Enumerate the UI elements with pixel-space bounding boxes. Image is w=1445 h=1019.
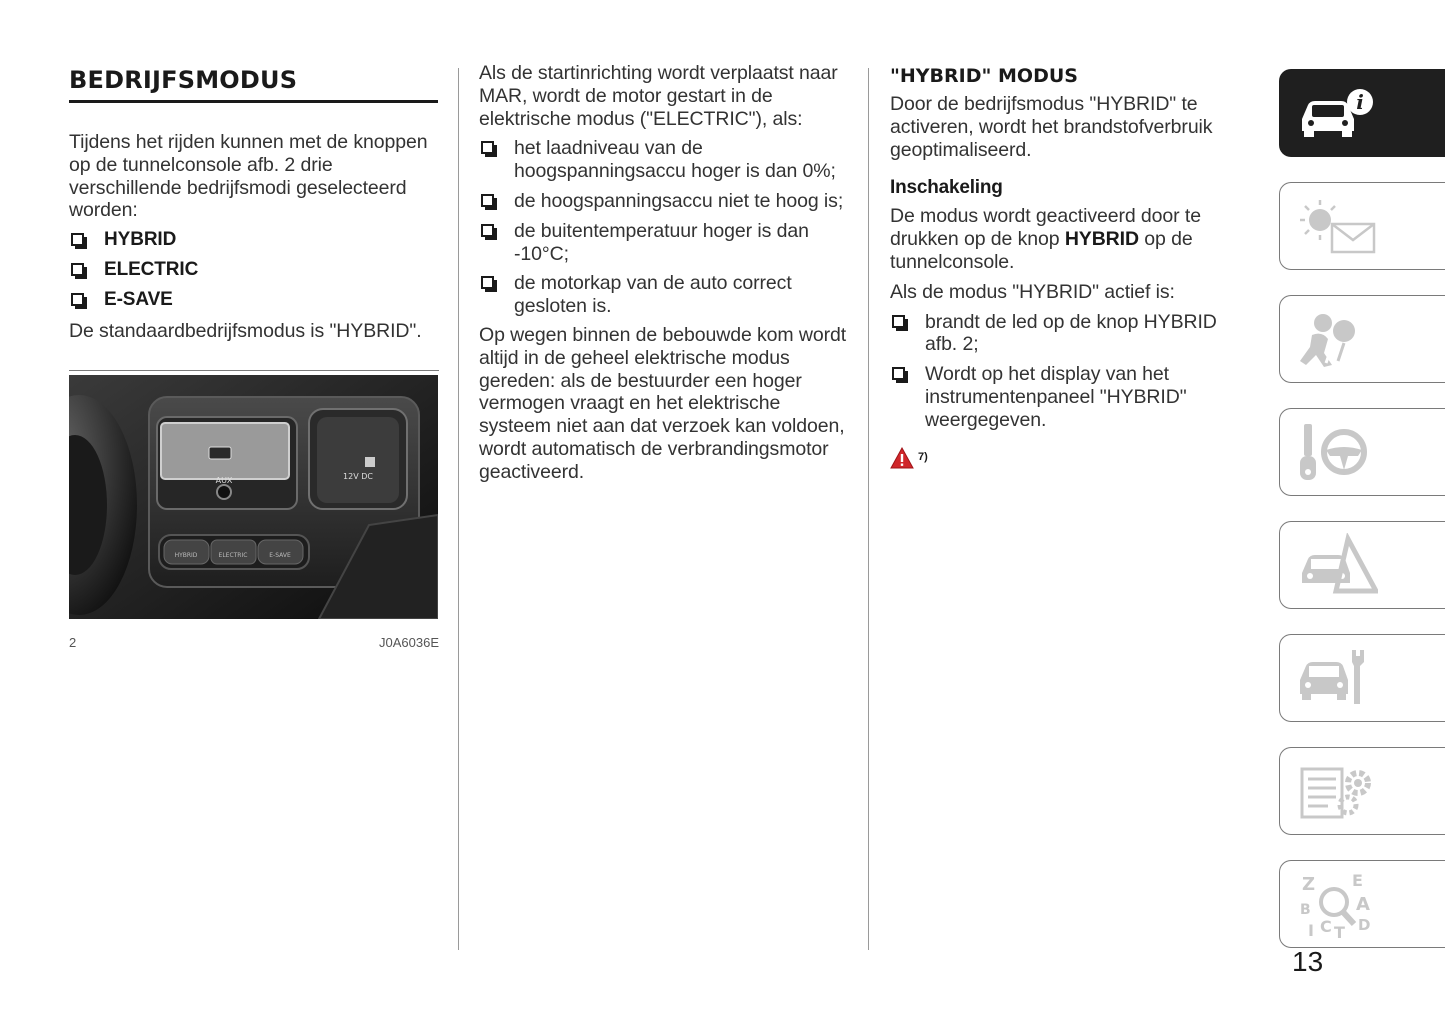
svg-text:E: E [1352, 871, 1363, 890]
dashboard-lights-icon [1298, 196, 1378, 256]
default-mode-text: De standaardbedrijfsmodus is "HYBRID". [69, 319, 422, 342]
tab-technical-data[interactable] [1279, 747, 1445, 835]
checkbox-bullet-icon [481, 141, 494, 154]
list-item: HYBRID [69, 229, 439, 252]
column-divider-left [458, 68, 459, 950]
technical-data-icon [1298, 761, 1378, 821]
figure-code: J0A6036E [379, 635, 439, 651]
airbag-safety-icon [1298, 309, 1368, 369]
checkbox-bullet-icon [71, 293, 84, 306]
esave-button-label: E-SAVE [269, 552, 291, 560]
svg-text:A: A [1356, 894, 1370, 915]
figure-top-rule [69, 370, 439, 371]
tab-maintenance[interactable] [1279, 634, 1445, 722]
checkbox-bullet-icon [481, 194, 494, 207]
page-number: 13 [1292, 946, 1324, 977]
svg-text:B: B [1300, 902, 1311, 918]
svg-text:i: i [1356, 90, 1364, 114]
warning-reference[interactable] [890, 447, 1230, 469]
left-column [69, 62, 439, 650]
list-item: de buitentemperatuur hoger is dan -10°C; [479, 220, 851, 266]
list-item: E-SAVE [69, 289, 439, 312]
mode-list [69, 229, 439, 311]
hybrid-button-label: HYBRID [174, 552, 198, 560]
tab-knowing-your-car[interactable] [1279, 69, 1445, 157]
key-steering-wheel-icon [1298, 420, 1368, 484]
breakdown-warning-icon [1298, 533, 1378, 597]
hybrid-mode-title: "HYBRID" MODUS [890, 65, 1078, 87]
activation-title: Inschakeling [890, 177, 1003, 199]
checkbox-bullet-icon [892, 315, 905, 328]
car-maintenance-icon [1298, 648, 1368, 708]
tab-emergency[interactable] [1279, 521, 1445, 609]
active-intro-paragraph: Als de modus "HYBRID" actief is: [890, 280, 1175, 303]
start-intro-paragraph: Als de startinrichting wordt verplaatst naar MAR, wordt de motor gestart in de elektrische modus ("ELECTRIC"), als: [479, 62, 838, 130]
svg-text:C: C [1320, 917, 1332, 936]
tab-dashboard[interactable] [1279, 182, 1445, 270]
svg-text:T: T [1334, 923, 1345, 940]
list-item: Wordt op het display van het instrumentenpaneel "HYBRID" weergegeven. [890, 363, 1230, 431]
title-underline [69, 100, 438, 103]
checkbox-bullet-icon [481, 276, 494, 289]
activation-paragraph: De modus wordt geactiveerd door te drukken op de knop HYBRID op de tunnelconsole. [890, 205, 1201, 273]
car-info-icon [1298, 85, 1374, 141]
tunnel-console-photo [69, 375, 438, 619]
condition-list [479, 137, 851, 318]
checkbox-bullet-icon [481, 224, 494, 237]
alphabetical-index-icon [1298, 868, 1378, 940]
intro-paragraph: Tijdens het rijden kunnen met de knoppen op de tunnelconsole afb. 2 drie verschillende bedrijfsmodi geselecteerd worden: [69, 131, 428, 222]
figure-caption [69, 635, 439, 650]
list-item: de motorkap van de auto correct gesloten is. [479, 272, 851, 318]
list-item: ELECTRIC [69, 259, 439, 282]
dc-label: 12V DC [343, 472, 373, 482]
tunnel-console-illustration [69, 375, 438, 619]
svg-text:I: I [1308, 921, 1314, 940]
section-title: BEDRIJFSMODUS [69, 66, 298, 94]
urban-driving-paragraph: Op wegen binnen de bebouwde kom wordt altijd in de geheel elektrische modus gereden: als de bestuurder een hoger vermogen vraagt en het elektrische systeem niet aan dat verzoek kan voldoen, wordt automatisch de verbrandingsmotor geactiveerd. [479, 323, 847, 483]
list-item: brandt de led op de knop HYBRID afb. 2; [890, 311, 1230, 357]
tab-starting-driving[interactable] [1279, 408, 1445, 496]
svg-text:Z: Z [1302, 874, 1316, 895]
checkbox-bullet-icon [892, 367, 905, 380]
electric-button-label: ELECTRIC [218, 552, 248, 560]
figure-number: 2 [69, 635, 77, 651]
list-item: de hoogspanningsaccu niet te hoog is; [479, 190, 851, 213]
list-item: het laadniveau van de hoogspanningsaccu hoger is dan 0%; [479, 137, 851, 183]
checkbox-bullet-icon [71, 233, 84, 246]
warning-triangle-icon [890, 447, 914, 469]
right-column [890, 62, 1230, 469]
hybrid-intro-paragraph: Door de bedrijfsmodus "HYBRID" te activeren, wordt het brandstofverbruik geoptimaliseerd. [890, 93, 1213, 161]
aux-label: AUX [215, 476, 233, 486]
svg-text:D: D [1358, 916, 1371, 934]
column-divider-right [868, 68, 869, 950]
middle-column [479, 62, 851, 484]
warning-ref-number: 7) [918, 450, 928, 463]
tab-index[interactable] [1279, 860, 1445, 948]
checkbox-bullet-icon [71, 263, 84, 276]
tab-safety[interactable] [1279, 295, 1445, 383]
active-state-list [890, 311, 1230, 432]
